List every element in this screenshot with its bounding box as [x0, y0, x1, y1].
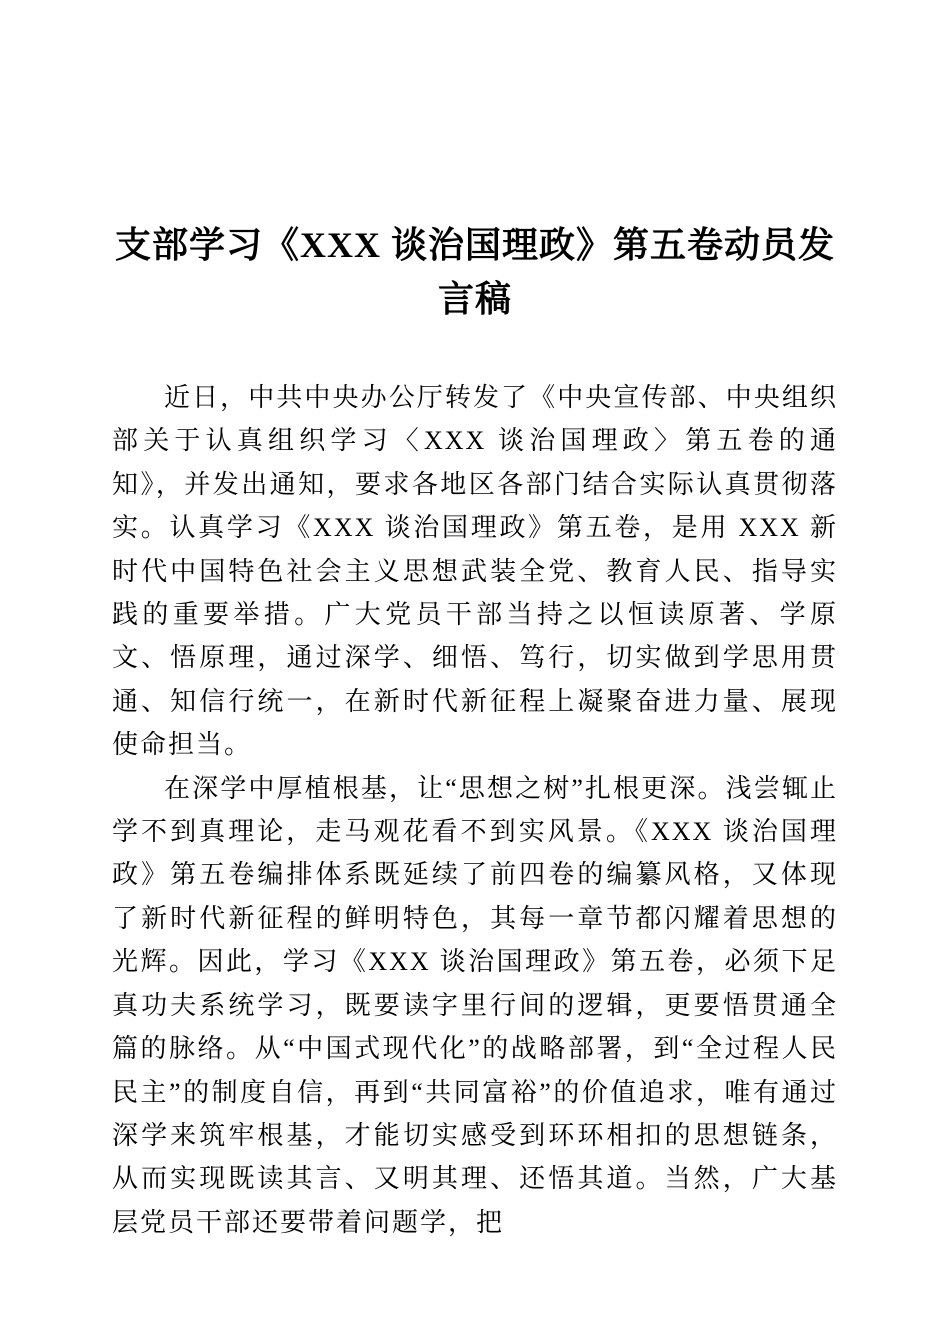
document-body — [112, 376, 838, 1244]
paragraph: 近日，中共中央办公厅转发了《中央宣传部、中央组织部关于认真组织学习〈XXX 谈治国理政〉第五卷的通知》，并发出通知，要求各地区各部门结合实际认真贯彻落实。认真学习《XXX 谈治国理政》第五卷，是用 XXX 新时代中国特色社会主义思想武装全党、教育人民、指导实践的重要举措。广大党员干部当持之以恒读原著、学原文、悟原理，通过深学、细悟、笃行，切实做到学思用贯通、知信行统一，在新时代新征程上凝聚奋进力量、展现使命担当。 — [112, 383, 838, 760]
paragraph: 在深学中厚植根基，让“思想之树”扎根更深。浅尝辄止学不到真理论，走马观花看不到实风景。《XXX 谈治国理政》第五卷编排体系既延续了前四卷的编纂风格，又体现了新时代新征程的鲜明特色，其每一章节都闪耀着思想的光辉。因此，学习《XXX 谈治国理政》第五卷，必须下足真功夫系统学习，既要读字里行间的逻辑，更要悟贯通全篇的脉络。从“中国式现代化”的战略部署，到“全过程人民民主”的制度自信，再到“共同富裕”的价值追求，唯有通过深学来筑牢根基，才能切实感受到环环相扣的思想链条，从而实现既读其言、又明其理、还悟其道。当然，广大基层党员干部还要带着问题学，把 — [112, 773, 838, 1237]
document-title: 支部学习《XXX 谈治国理政》第五卷动员发言稿 — [115, 225, 835, 319]
